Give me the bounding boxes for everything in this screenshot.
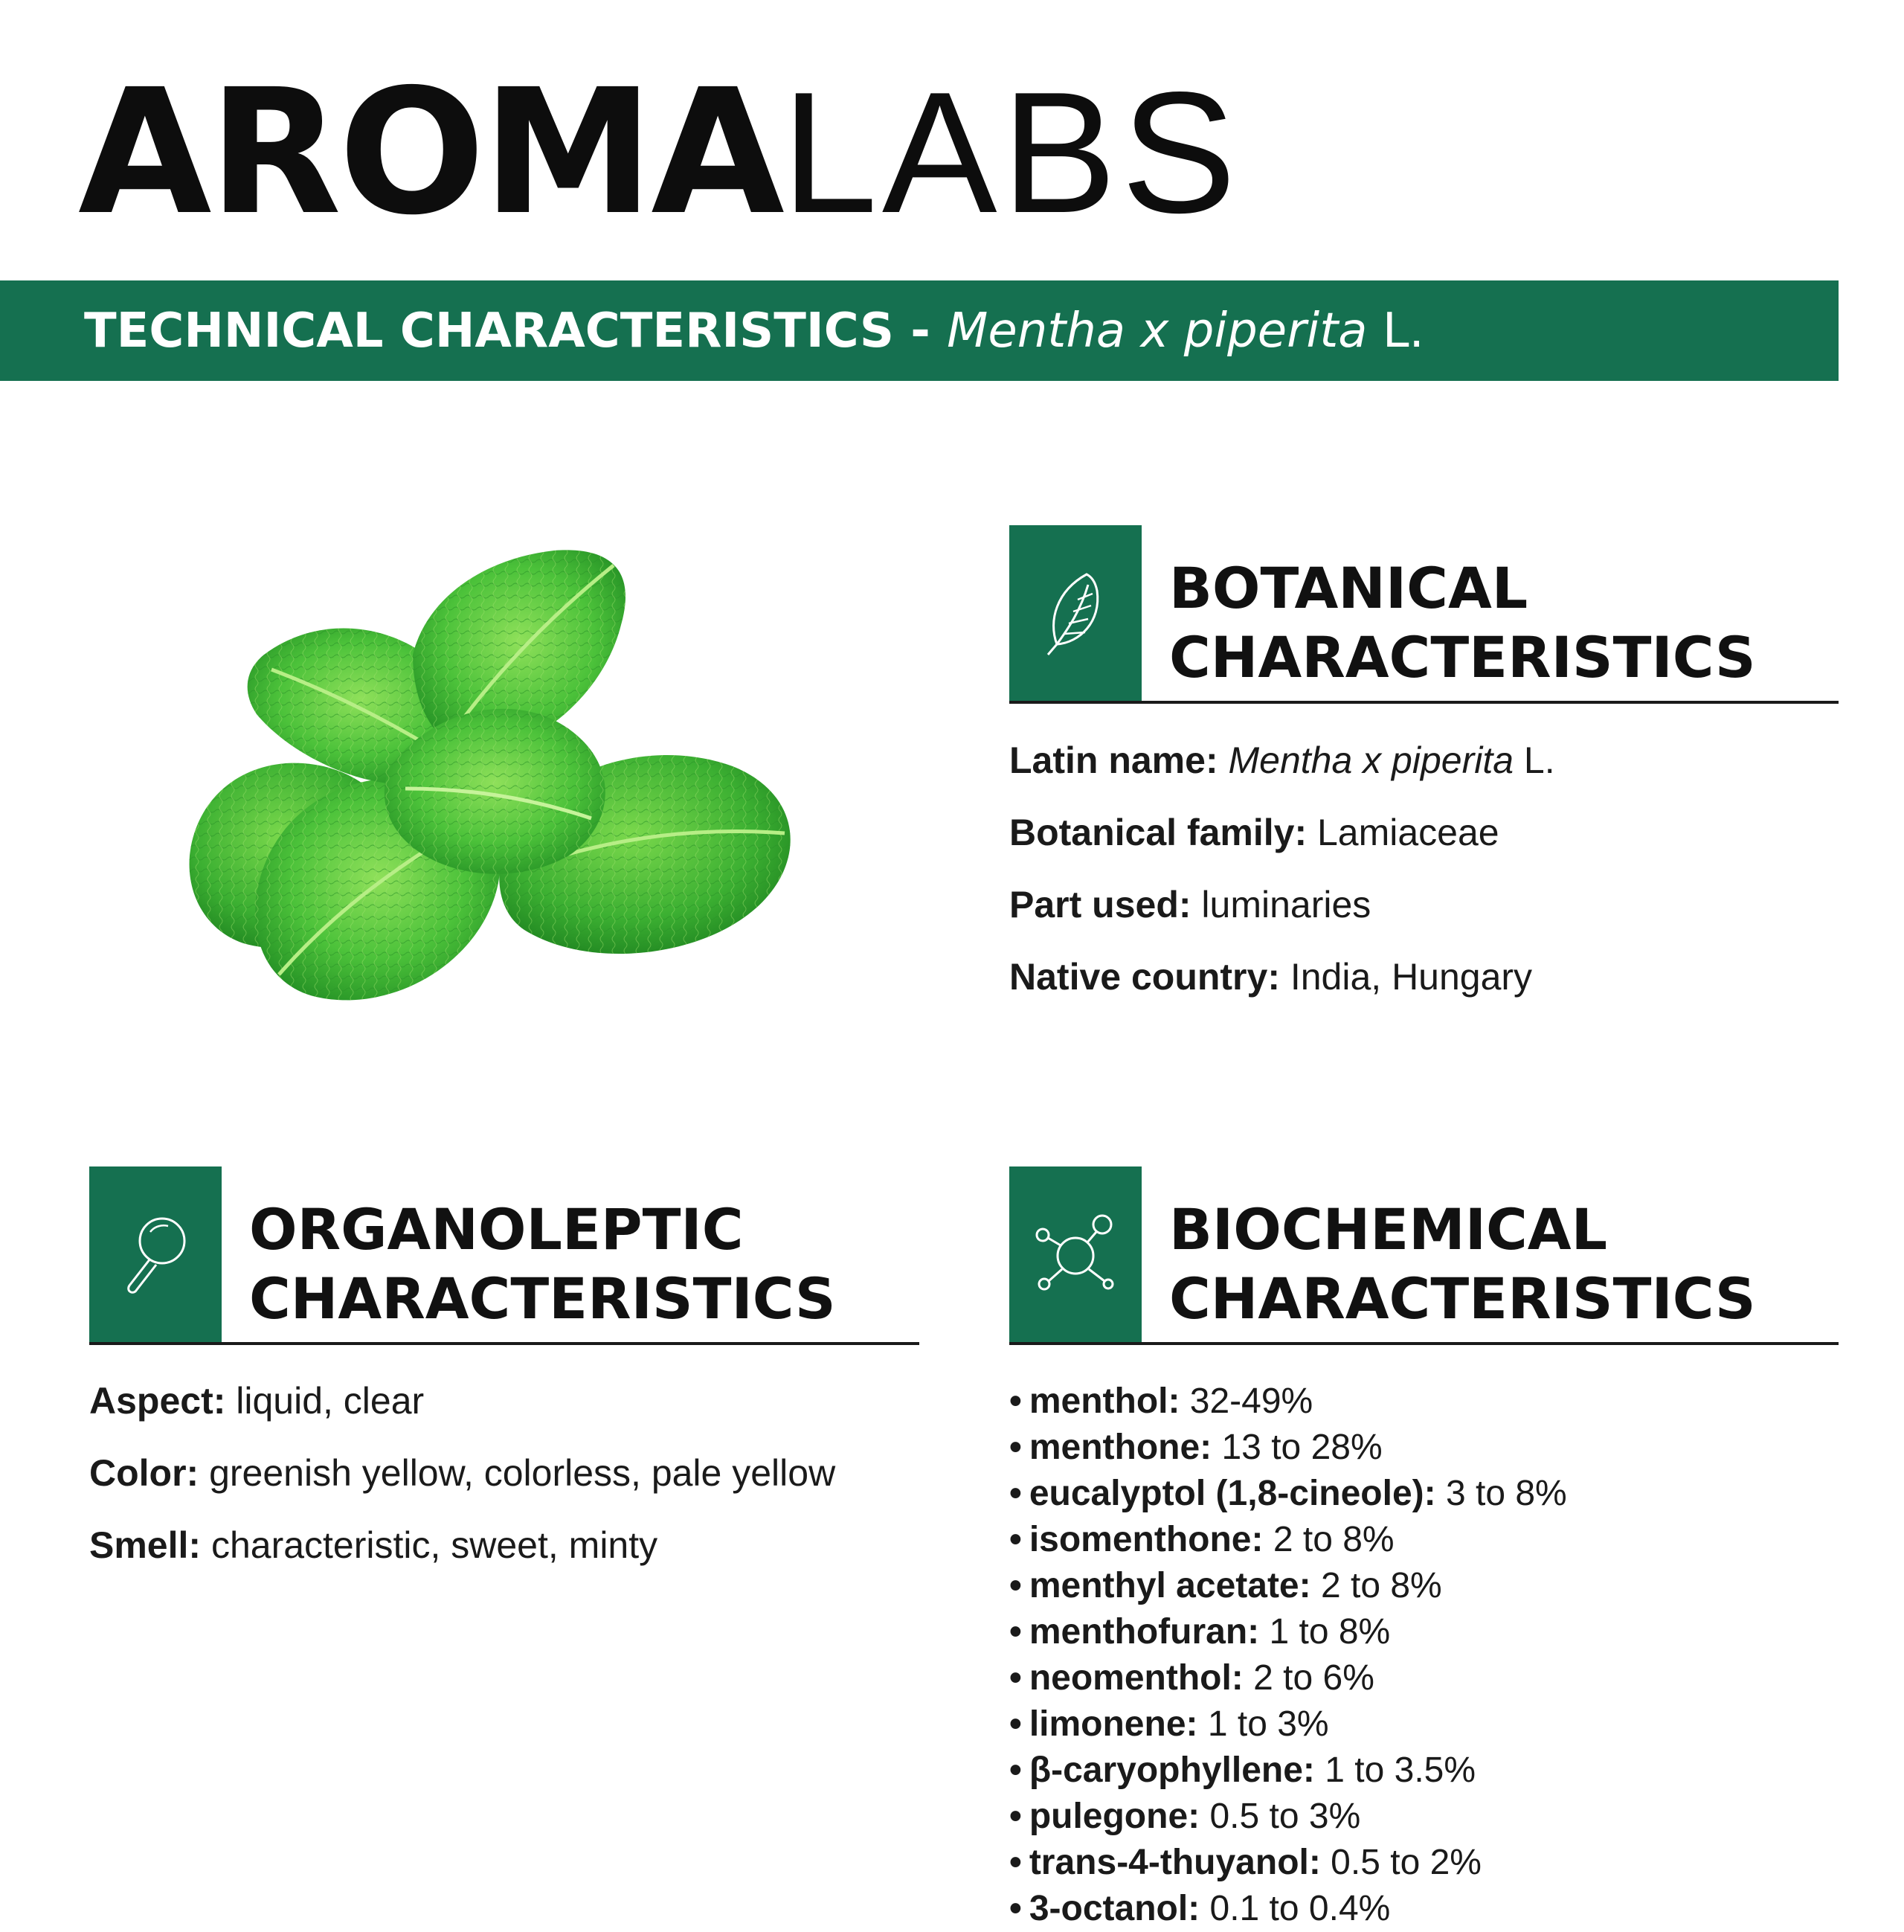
botanical-family-label: Botanical family:: [1009, 812, 1308, 853]
compound-row: [1009, 1794, 1567, 1840]
smell-value: characteristic, sweet, minty: [201, 1524, 658, 1566]
compound-name: menthyl acetate:: [1029, 1566, 1311, 1605]
latin-name-suffix: L.: [1514, 739, 1555, 781]
compound-name: pulegone:: [1029, 1797, 1200, 1836]
compound-percentage: 2 to 8%: [1263, 1520, 1395, 1559]
botanical-title: [1169, 553, 1756, 692]
compound-percentage: 0.5 to 2%: [1320, 1843, 1482, 1882]
compound-row: [1009, 1748, 1567, 1794]
compound-row: [1009, 1886, 1567, 1932]
part-used-value: luminaries: [1191, 884, 1371, 925]
aspect-value: liquid, clear: [225, 1380, 425, 1422]
bullet-marker: •: [1009, 1474, 1022, 1513]
banner-species: Mentha x piperita: [947, 303, 1368, 359]
compound-percentage: 2 to 6%: [1243, 1658, 1374, 1698]
bullet-marker: •: [1009, 1704, 1022, 1744]
compound-name: isomenthone:: [1029, 1520, 1264, 1559]
bullet-marker: •: [1009, 1520, 1022, 1559]
biochemical-title-line1: BIOCHEMICAL: [1169, 1196, 1608, 1262]
compound-percentage: 0.1 to 0.4%: [1200, 1889, 1391, 1928]
banner-prefix: TECHNICAL CHARACTERISTICS -: [84, 303, 948, 359]
compound-row: [1009, 1379, 1567, 1425]
botanical-list: [1009, 738, 1555, 1027]
compound-name: eucalyptol (1,8-cineole):: [1029, 1474, 1436, 1513]
compound-percentage: 2 to 8%: [1310, 1566, 1442, 1605]
compound-percentage: 1 to 3%: [1197, 1704, 1329, 1744]
botanical-header: [1009, 525, 1839, 704]
compound-name: trans-4-thuyanol:: [1029, 1843, 1321, 1882]
compound-percentage: 0.5 to 3%: [1200, 1797, 1361, 1836]
organoleptic-title-line2: CHARACTERISTICS: [249, 1265, 836, 1332]
botanical-title-line1: BOTANICAL: [1169, 555, 1528, 621]
brand-logo-light: LABS: [781, 57, 1241, 249]
compound-row: [1009, 1609, 1567, 1655]
smell-row: [89, 1523, 835, 1595]
compound-name: 3-octanol:: [1029, 1889, 1200, 1928]
organoleptic-title-line1: ORGANOLEPTIC: [249, 1196, 744, 1262]
smell-label: Smell:: [89, 1524, 202, 1566]
brand-logo-bold: AROMA: [78, 52, 782, 253]
native-country-value: India, Hungary: [1279, 956, 1533, 998]
compound-percentage: 1 to 8%: [1259, 1612, 1391, 1652]
compound-row: [1009, 1655, 1567, 1701]
biochemical-title-line2: CHARACTERISTICS: [1169, 1265, 1756, 1332]
botanical-icon-box: [1009, 525, 1142, 701]
bullet-marker: •: [1009, 1428, 1022, 1467]
compound-percentage: 13 to 28%: [1212, 1428, 1383, 1467]
organoleptic-list: [89, 1379, 835, 1595]
compound-row: [1009, 1471, 1567, 1517]
bullet-marker: •: [1009, 1381, 1022, 1421]
compound-name: menthone:: [1029, 1428, 1212, 1467]
latin-name-row: [1009, 738, 1555, 810]
color-label: Color:: [89, 1452, 199, 1494]
compound-name: limonene:: [1029, 1704, 1198, 1744]
botanical-family-value: Lamiaceae: [1307, 812, 1499, 853]
bullet-marker: •: [1009, 1750, 1022, 1790]
bullet-marker: •: [1009, 1566, 1022, 1605]
native-country-label: Native country:: [1009, 956, 1280, 998]
biochemical-list: [1009, 1379, 1567, 1932]
banner-author: L.: [1367, 303, 1424, 359]
title-banner: [0, 280, 1839, 381]
compound-row: [1009, 1563, 1567, 1609]
latin-name-label: Latin name:: [1009, 739, 1218, 781]
bullet-marker: •: [1009, 1843, 1022, 1882]
banner-title: [84, 304, 1424, 359]
part-used-label: Part used:: [1009, 884, 1191, 925]
biochemical-title: [1169, 1195, 1756, 1333]
native-country-row: [1009, 954, 1555, 1027]
leaf-icon: [1042, 568, 1109, 658]
bullet-marker: •: [1009, 1889, 1022, 1928]
compound-percentage: 3 to 8%: [1435, 1474, 1567, 1513]
biochemical-icon-box: [1009, 1166, 1142, 1342]
botanical-title-line2: CHARACTERISTICS: [1169, 624, 1756, 690]
compound-name: menthofuran:: [1029, 1612, 1260, 1652]
brand-logo: [78, 52, 1241, 253]
magnifier-icon: [115, 1210, 196, 1299]
organoleptic-title: [249, 1195, 836, 1333]
compound-percentage: 1 to 3.5%: [1314, 1750, 1476, 1790]
compound-row: [1009, 1840, 1567, 1886]
compound-row: [1009, 1425, 1567, 1471]
mint-leaves-image: [167, 543, 881, 1019]
bullet-marker: •: [1009, 1612, 1022, 1652]
organoleptic-header: [89, 1166, 919, 1345]
compound-percentage: 32-49%: [1180, 1381, 1313, 1421]
bullet-marker: •: [1009, 1658, 1022, 1698]
aspect-row: [89, 1379, 835, 1451]
bullet-marker: •: [1009, 1797, 1022, 1836]
compound-row: [1009, 1517, 1567, 1563]
compound-row: [1009, 1701, 1567, 1748]
color-row: [89, 1451, 835, 1523]
aspect-label: Aspect:: [89, 1380, 226, 1422]
latin-name-value: Mentha x piperita: [1218, 739, 1514, 781]
molecule-icon: [1031, 1210, 1120, 1299]
biochemical-header: [1009, 1166, 1839, 1345]
compound-name: neomenthol:: [1029, 1658, 1244, 1698]
compound-name: menthol:: [1029, 1381, 1180, 1421]
botanical-family-row: [1009, 810, 1555, 882]
part-used-row: [1009, 882, 1555, 954]
organoleptic-icon-box: [89, 1166, 222, 1342]
compound-name: β-caryophyllene:: [1029, 1750, 1315, 1790]
color-value: greenish yellow, colorless, pale yellow: [199, 1452, 836, 1494]
